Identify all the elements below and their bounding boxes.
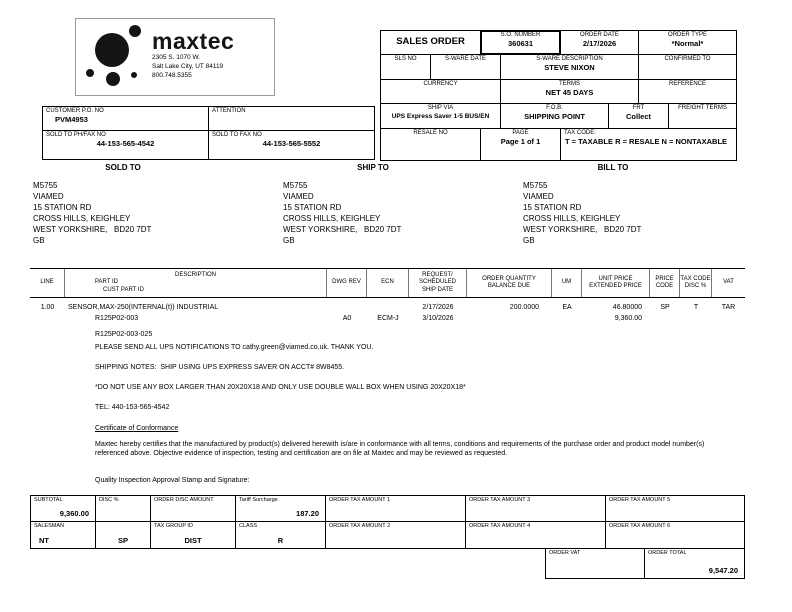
terms-cell (501, 80, 639, 103)
col-code-label: CODE (655, 283, 674, 289)
item-ecn: ECM-J (377, 315, 399, 322)
tax1-cell (326, 496, 466, 521)
address-line: CROSS HILLS, KEIGHLEY (283, 214, 381, 223)
confirmed-to-cell (639, 55, 736, 79)
order-total-label: ORDER TOTAL (648, 550, 687, 556)
item-um: EA (562, 304, 572, 311)
order-total-cell (644, 548, 745, 579)
bill-to-section (523, 163, 703, 246)
note-shipping: SHIPPING NOTES: SHIP USING UPS EXPRESS SAVER ON ACCT# 8W8455. (95, 364, 345, 371)
sold-to-fax-value: 44-153-565-5552 (262, 139, 321, 148)
freight-terms-cell (669, 104, 736, 128)
item-tax-code: T (693, 304, 699, 311)
customer-po-value: PVM4953 (55, 115, 88, 124)
tax4-cell (466, 522, 606, 548)
col-ecn-label: ECN (381, 279, 394, 286)
fob-cell (501, 104, 609, 128)
page-label: PAGE (512, 130, 529, 136)
ship-to-heading: SHIP TO (357, 163, 389, 172)
col-um (552, 269, 582, 297)
totals-row-1 (31, 496, 744, 522)
address-line: GB (33, 236, 45, 245)
company-info (152, 23, 234, 91)
address-line: CROSS HILLS, KEIGHLEY (523, 214, 621, 223)
certificate-paragraph: Maxtec hereby certifies that the manufactured by product(s) delivered herewith is/are in conformance with all terms, conditions and requirements of the purchase order and product model number(s) referenced above. Objective evidence of inspection, testing and certification are on file at Maxtec and may be reviewed as requested. (95, 441, 705, 457)
address-line: CROSS HILLS, KEIGHLEY (33, 214, 131, 223)
address-line: 15 STATION RD (33, 203, 92, 212)
col-order-quantity (467, 269, 552, 297)
header-row-1 (381, 31, 736, 55)
item-request-date: 2/17/2026 (422, 304, 454, 311)
frt-label: FRT (632, 105, 645, 111)
item-description: SENSOR,MAX-250(INTERNAL(t)) INDUSTRIAL (68, 304, 219, 311)
address-line: WEST YORKSHIRE, BD20 7DT (33, 225, 152, 234)
company-address-line2: Salt Lake City, UT 84119 (152, 63, 224, 70)
col-part-description (65, 269, 327, 297)
col-request-ship-date (409, 269, 467, 297)
tax2-cell (326, 522, 466, 548)
address-line: 15 STATION RD (283, 203, 342, 212)
subtotal-label: SUBTOTAL (34, 497, 63, 503)
tax3-cell (466, 496, 606, 521)
order-vat-cell (545, 548, 645, 579)
so-number-cell (481, 31, 561, 54)
class-label: CLASS (239, 523, 258, 529)
col-cust-part-id-label: CUST PART ID (103, 286, 144, 293)
class-value: R (277, 536, 284, 545)
disc-label: DISC % (99, 497, 119, 503)
ship-via-label: SHIP VIA (427, 105, 454, 111)
address-line: 15 STATION RD (523, 203, 582, 212)
totals-row-2 (31, 522, 744, 548)
order-date-label: ORDER DATE (580, 32, 619, 38)
quality-inspection-line: Quality Inspection Approval Stamp and Signature: (95, 477, 250, 484)
col-description-label: DESCRIPTION (174, 271, 216, 278)
tax-code-label: TAX CODE: (564, 130, 596, 136)
disc-cell (96, 496, 151, 521)
col-dwg-rev-label: DWG REV (332, 279, 361, 286)
item-price-code: SP (660, 304, 670, 311)
order-disc-cell (151, 496, 236, 521)
col-dwg-rev (327, 269, 367, 297)
tax-group-cell (151, 522, 236, 548)
sls-no-cell (381, 55, 431, 79)
ship-via-cell (381, 104, 501, 128)
item-dwg-rev: A0 (342, 315, 352, 322)
reference-cell (639, 80, 736, 103)
tax5-label: ORDER TAX AMOUNT 5 (609, 497, 671, 503)
address-line: VIAMED (283, 192, 314, 201)
address-line: M5755 (523, 181, 548, 190)
logo-block (75, 18, 275, 96)
address-line: WEST YORKSHIRE, BD20 7DT (523, 225, 642, 234)
tariff-cell (236, 496, 326, 521)
col-extended-price-label: EXTENDED PRICE (589, 283, 642, 289)
sware-description-label: S-WARE DESCRIPTION (536, 56, 603, 62)
note-box-size: *DO NOT USE ANY BOX LARGER THAN 20X20X18 AND ONLY USE DOUBLE WALL BOX WHEN USING 20X20X18* (95, 384, 466, 391)
note-cust-part: R125P02-003-025 (95, 331, 153, 338)
header-row-3 (381, 80, 736, 104)
sware-description-value: STEVE NIXON (544, 63, 595, 72)
sold-to-phone-cell (43, 131, 209, 159)
tax-code-legend: T = TAXABLE R = RESALE N = NONTAXABLE (565, 137, 728, 146)
order-header-table (380, 30, 737, 161)
address-line: VIAMED (523, 192, 554, 201)
tariff-label: Tariff Surcharge (239, 497, 278, 503)
currency-cell (381, 80, 501, 103)
col-scheduled-label: SCHEDULED (418, 279, 456, 286)
col-price-code (650, 269, 680, 297)
sold-to-phone-label: SOLD TO PH/FAX NO (46, 132, 106, 138)
sware-description-cell (501, 55, 639, 79)
resale-no-cell (381, 129, 481, 160)
address-line: M5755 (283, 181, 308, 190)
order-date-cell (561, 31, 639, 54)
page-cell (481, 129, 561, 160)
col-request-label: REQUEST/ (422, 271, 453, 278)
order-type-value: *Normal* (671, 39, 704, 48)
company-phone: 800.748.5355 (152, 72, 192, 79)
col-part-id-label: PART ID (95, 279, 119, 286)
col-disc-label: DISC % (684, 283, 707, 289)
address-line: WEST YORKSHIRE, BD20 7DT (283, 225, 402, 234)
item-extended-price: 9,360.00 (614, 315, 642, 322)
order-total-value: 9,547.20 (708, 566, 738, 575)
order-type-label: ORDER TYPE (668, 32, 707, 38)
item-part-id: R125P02-003 (95, 315, 139, 322)
order-vat-label: ORDER VAT (549, 550, 581, 556)
note-ups-notifications: PLEASE SEND ALL UPS NOTIFICATIONS TO cathy.green@viamed.co.uk. THANK YOU. (95, 344, 374, 351)
company-address-line1: 2305 S. 1070 W. (152, 54, 201, 61)
attention-cell (209, 107, 374, 130)
totals-table (30, 495, 745, 549)
bill-to-heading: BILL TO (597, 163, 629, 172)
address-line: VIAMED (33, 192, 64, 201)
sales-order-title-cell (381, 31, 481, 54)
document-title: SALES ORDER (396, 36, 465, 47)
confirmed-to-label: CONFIRMED TO (664, 56, 711, 62)
terms-value: NET 45 DAYS (545, 88, 594, 97)
page-value: Page 1 of 1 (500, 137, 541, 146)
salesman-value: NT (39, 536, 49, 545)
tax-group-value: DIST (184, 536, 202, 545)
header-row-2 (381, 55, 736, 80)
so-number-value: 360631 (507, 39, 534, 48)
col-unit-price (582, 269, 650, 297)
class-cell (236, 522, 326, 548)
col-balance-due-label: BALANCE DUE (487, 283, 531, 289)
certificate-of-conformance-title: Certificate of Conformance (95, 425, 179, 432)
order-type-cell (639, 31, 736, 54)
salesman-label: SALESMAN (34, 523, 64, 529)
tax6-cell (606, 522, 744, 548)
frt-value: Collect (625, 112, 651, 121)
col-vat (712, 269, 745, 297)
fob-value: SHIPPING POINT (524, 112, 585, 121)
sware-date-cell (431, 55, 501, 79)
fob-label: F.O.B. (546, 105, 563, 111)
sls-no-label: SLS NO (394, 56, 417, 62)
tax2-label: ORDER TAX AMOUNT 2 (329, 523, 391, 529)
ship-via-value: UPS Express Saver 1-5 BUS/EN (391, 113, 490, 120)
salesman2-value: SP (117, 536, 128, 545)
sold-to-fax-label: SOLD TO FAX NO (212, 132, 262, 138)
col-line-label: LINE (40, 279, 54, 286)
note-tel: TEL: 440-153-565-4542 (95, 404, 170, 411)
terms-label: TERMS (559, 81, 580, 87)
col-vat-label: VAT (723, 279, 734, 286)
so-number-label: S.O. NUMBER (500, 32, 541, 38)
sold-to-section (33, 163, 213, 246)
reference-label: REFERENCE (668, 81, 706, 87)
salesman-cell (31, 522, 96, 548)
tax3-label: ORDER TAX AMOUNT 3 (469, 497, 531, 503)
col-tax-code-label: TAX CODE (680, 275, 711, 282)
brand-wordmark: maxtec (152, 28, 235, 54)
customer-po-cell (43, 107, 209, 130)
sware-date-label: S-WARE DATE (444, 56, 486, 62)
item-line-no: 1.00 (40, 304, 55, 311)
tax-code-cell (561, 129, 736, 160)
header-row-5 (381, 129, 736, 160)
tax1-label: ORDER TAX AMOUNT 1 (329, 497, 391, 503)
col-um-label: UM (561, 279, 572, 286)
item-scheduled-date: 3/10/2026 (422, 315, 454, 322)
item-unit-price: 46.80000 (612, 304, 642, 311)
item-vat: TAR (721, 304, 736, 311)
tax6-label: ORDER TAX AMOUNT 6 (609, 523, 671, 529)
po-row-2 (43, 131, 374, 159)
salesman2-cell (96, 522, 151, 548)
order-disc-label: ORDER DISC AMOUNT (154, 497, 214, 503)
freight-terms-label: FREIGHT TERMS (678, 105, 727, 111)
po-row-1 (43, 107, 374, 131)
col-ship-date-label: SHIP DATE (421, 286, 454, 293)
currency-label: CURRENCY (423, 81, 458, 87)
tax-group-label: TAX GROUP ID (154, 523, 193, 529)
order-date-value: 2/17/2026 (582, 39, 617, 48)
col-ecn (367, 269, 409, 297)
sold-to-heading: SOLD TO (105, 163, 141, 172)
attention-label: ATTENTION (212, 108, 246, 114)
header-row-4 (381, 104, 736, 129)
address-line: M5755 (33, 181, 58, 190)
col-unit-price-label: UNIT PRICE (598, 275, 633, 282)
subtotal-cell (31, 496, 96, 521)
col-price-label: PRICE (655, 275, 674, 282)
line-items-header (30, 268, 745, 298)
col-tax-code (680, 269, 712, 297)
sold-to-fax-cell (209, 131, 374, 159)
maxtec-logo-icon (82, 23, 146, 91)
col-line (30, 269, 65, 297)
customer-po-table (42, 106, 375, 160)
item-order-qty: 200.0000 (509, 304, 539, 311)
sold-to-phone-value: 44-153-565-4542 (96, 139, 155, 148)
tax4-label: ORDER TAX AMOUNT 4 (469, 523, 531, 529)
customer-po-label: CUSTOMER P.O. NO (46, 108, 104, 114)
resale-no-label: RESALE NO (413, 130, 448, 136)
subtotal-value: 9,360.00 (59, 509, 89, 518)
tariff-value: 187.20 (296, 509, 319, 518)
address-line: GB (523, 236, 535, 245)
address-line: GB (283, 236, 295, 245)
frt-cell (609, 104, 669, 128)
tax5-cell (606, 496, 744, 521)
col-order-quantity-label: ORDER QUANTITY (482, 275, 536, 282)
ship-to-section (283, 163, 463, 246)
